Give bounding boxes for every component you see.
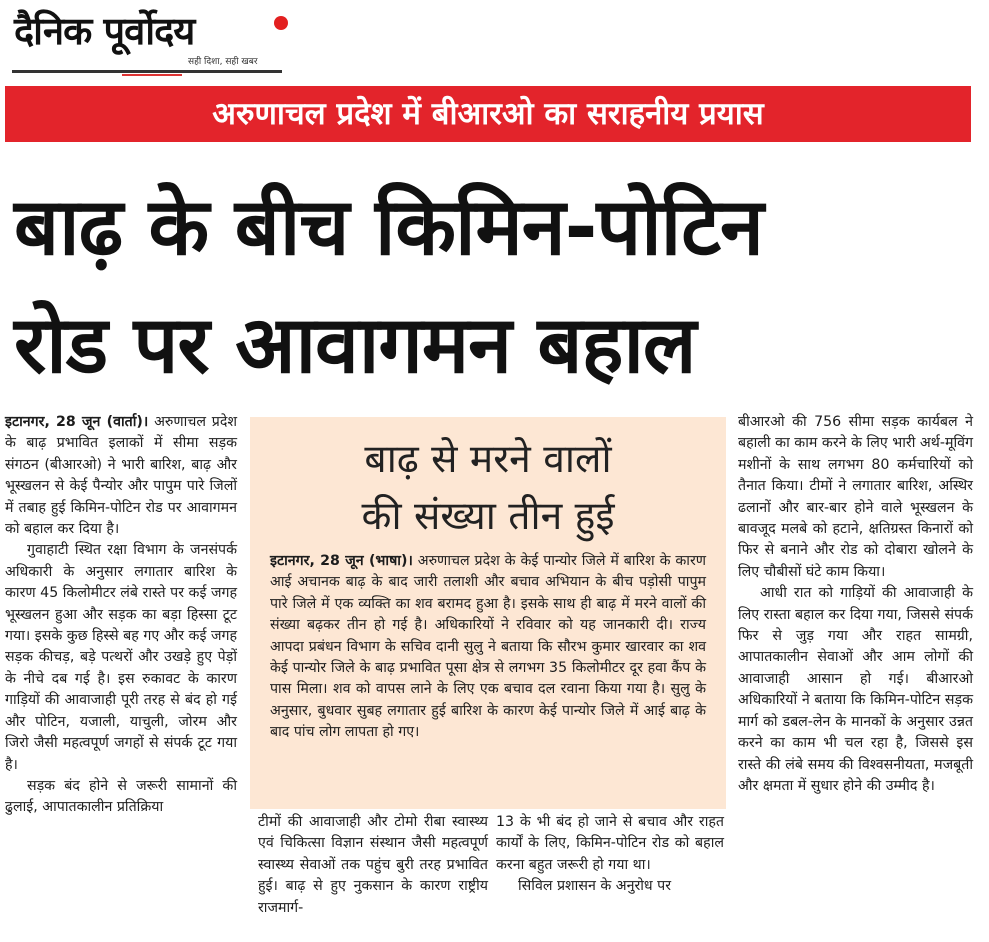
story-paragraph-5: 13 के भी बंद हो जाने से बचाव और राहत कार्यों के लिए, किमिन-पोटिन रोड को बहाल करना बहुत जरूरी हो गया था। xyxy=(496,814,724,873)
story-dateline: इटानगर, 28 जून (वार्ता)। xyxy=(5,414,149,430)
newspaper-tagline: सही दिशा, सही खबर xyxy=(188,57,258,67)
sidebar-body-text: अरुणाचल प्रदेश के केई पान्योर जिले में बारिश के कारण आई अचानक बाढ़ के बाद जारी तलाशी और बचाव अभियान के बीच पड़ोसी पापुम पारे जिले में एक व्यक्ति का शव बरामद हुआ है। इसके साथ ही बाढ़ में मरने वालों की संख्या बढ़कर तीन हो गई है। अधिकारियों ने रविवार को यह जानकारी दी। राज्य आपदा प्रबंधन विभाग के सचिव दानी सुलु ने बताया कि सौरभ कुमार खारवार का शव केई पान्योर जिले के बाढ़ प्रभावित पूसा क्षेत्र से लगभग 35 किलोमीटर दूर हवा कैंप के पास मिला। शव को वापस लाने के लिए एक बचाव दल रवाना किया गया है। सुलु के अनुसार, बुधवार सुबह लगातार हुई बारिश के कारण केई पान्योर जिले में आई बाढ़ के बाद पांच लोग लापता हो गए। xyxy=(270,553,707,741)
story-paragraph-3: सड़क बंद होने से जरूरी सामानों की ढुलाई, आपातकालीन प्रतिक्रिया xyxy=(5,777,237,816)
story-paragraph-2: गुवाहाटी स्थित रक्षा विभाग के जनसंपर्क अधिकारी के अनुसार लगातार बारिश के कारण 45 किलोमीटर लंबे रास्ते पर कई जगह भूस्खलन हुआ और सड़क का बड़ा हिस्सा टूट गया। इसके कुछ हिस्से बह गए और कई जगह सड़क कीचड़, बड़े पत्थरों और उखड़े हुए पेड़ों के नीचे दब गई है। इस रुकावट के कारण गाड़ियों की आवाजाही पूरी तरह से बंद हो गई और पोटिन, यजाली, याचुली, जोरम और जिरो जैसी महत्वपूर्ण जगहों से संपर्क टूट गया है। xyxy=(5,542,237,773)
story-paragraph-6: सिविल प्रशासन के अनुरोध पर xyxy=(518,878,672,895)
sidebar-title-line-1: बाढ़ से मरने वालों xyxy=(364,437,612,482)
sidebar-story-title xyxy=(250,431,726,545)
story-column-4 xyxy=(738,412,973,797)
sidebar-dateline: इटानगर, 28 जून (भाषा)। xyxy=(270,553,413,569)
masthead-rule xyxy=(12,70,282,73)
headline xyxy=(14,168,974,404)
newspaper-title: दैनिक पूर्वोदय xyxy=(14,9,195,53)
sidebar-story-body xyxy=(270,551,706,744)
story-column-2 xyxy=(258,812,488,919)
headline-line-2: रोड पर आवागमन बहाल xyxy=(14,299,696,391)
logo-dot-icon xyxy=(274,16,288,30)
sidebar-title-line-2: की संख्या तीन हुई xyxy=(361,494,615,539)
masthead xyxy=(12,8,287,72)
sidebar-story-box xyxy=(250,417,726,809)
kicker-banner: अरुणाचल प्रदेश में बीआरओ का सराहनीय प्रयास xyxy=(5,86,971,142)
story-paragraph-8: आधी रात को गाड़ियों की आवाजाही के लिए रास्ता बहाल कर दिया गया, जिससे संपर्क फिर से जुड़ गया और राहत सामग्री, आपातकालीन सेवाओं और आम लोगों की आवाजाही आसान हो गई। बीआरओ अधिकारियों ने बताया कि किमिन-पोटिन सड़क मार्ग को डबल-लेन के मानकों के अनुसार उन्नत करने का काम भी चल रहा है, जिससे इस रास्ते की लंबे समय की विश्वसनीयता, मजबूती और क्षमता में सुधार होने की उम्मीद है। xyxy=(738,585,973,794)
story-paragraph-1: अरुणाचल प्रदेश के बाढ़ प्रभावित इलाकों में सीमा सड़क संगठन (बीआरओ) ने भारी बारिश, बाढ़ और भूस्खलन से केई पैन्योर और पापुम पारे जिलों में तबाह हुई किमिन-पोटिन रोड पर आवागमन को बहाल कर दिया है। xyxy=(5,414,237,538)
headline-line-1: बाढ़ के बीच किमिन-पोटिन xyxy=(14,181,763,273)
story-paragraph-4: टीमों की आवाजाही और टोमो रीबा स्वास्थ्य एवं चिकित्सा विज्ञान संस्थान जैसी महत्वपूर्ण स्वास्थ्य सेवाओं तक पहुंच बुरी तरह प्रभावित हुई। बाढ़ से हुए नुकसान के कारण राष्ट्रीय राजमार्ग- xyxy=(258,814,488,916)
story-column-3 xyxy=(496,812,724,898)
masthead-accent-rule xyxy=(122,74,182,76)
story-paragraph-7: बीआरओ की 756 सीमा सड़क कार्यबल ने बहाली का काम करने के लिए भारी अर्थ-मूविंग मशीनों के साथ लगभग 80 कर्मचारियों को तैनात किया। टीमों ने लगातार बारिश, अस्थिर ढलानों और बार-बार होने वाले भूस्खलन के बावजूद मलबे को हटाने, क्षतिग्रस्त किनारों को फिर से बनाने और रोड को दोबारा खोलने के लिए चौबीसों घंटे काम किया। xyxy=(738,414,973,580)
story-column-1 xyxy=(5,412,237,819)
